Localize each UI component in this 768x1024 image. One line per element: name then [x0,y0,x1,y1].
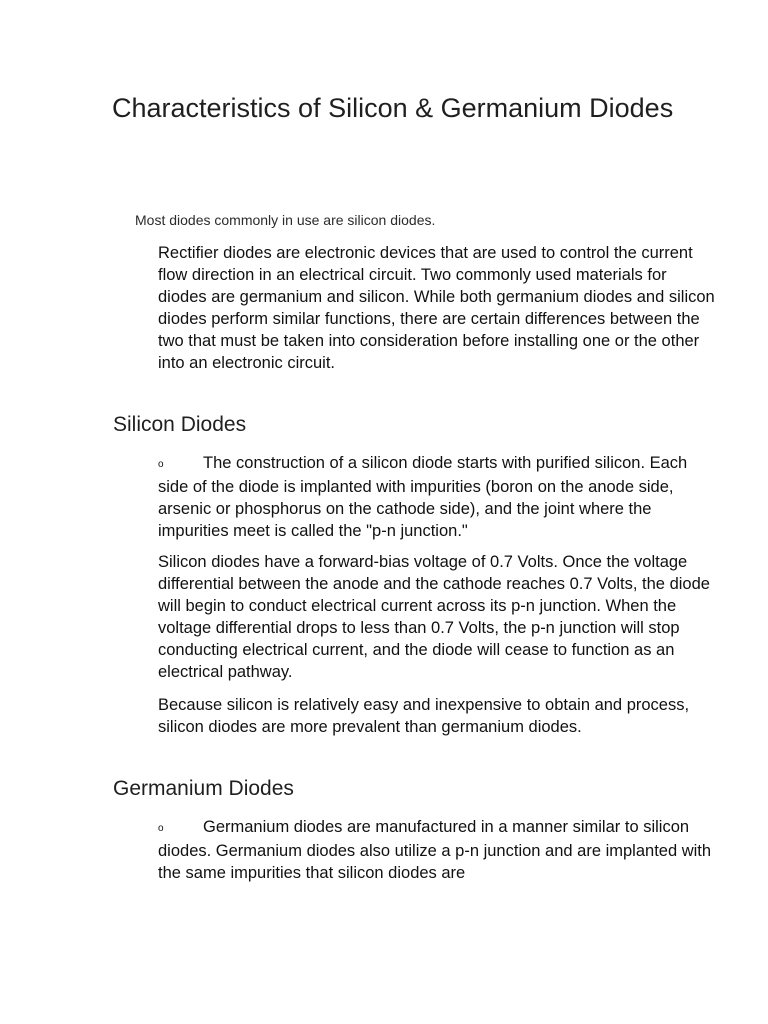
bullet-marker: o [158,459,164,470]
germanium-paragraph-1 [158,816,718,884]
page-title: Characteristics of Silicon & Germanium Diodes [112,93,674,123]
silicon-paragraph-2: Silicon diodes have a forward-bias voltage of 0.7 Volts. Once the voltage differential between the anode and the cathode reaches 0.7 Volts, the diode will begin to conduct electrical current across its p-n junction. When the voltage differential drops to less than 0.7 Volts, the p-n junction will stop conducting electrical current, and the diode will cease to function as an electrical pathway. [158,553,710,681]
intro-paragraph: Rectifier diodes are electronic devices that are used to control the current flow direction in an electrical circuit. Two commonly used materials for diodes are germanium and silicon. While both germanium diodes and silicon diodes perform similar functions, there are certain differences between the two that must be taken into consideration before installing one or the other into an electronic circuit. [158,244,715,372]
section-heading-silicon: Silicon Diodes [113,413,247,436]
silicon-paragraph-1-text: The construction of a silicon diode starts with purified silicon. Each side of the diode is implanted with impurities (boron on the anode side, arsenic or phosphorus on the cathode side), and the joint where the impurities meet is called the "p-n junction." [158,454,688,540]
section-heading-germanium: Germanium Diodes [113,777,294,800]
silicon-paragraph-1 [158,452,718,542]
germanium-paragraph-1-text: Germanium diodes are manufactured in a manner similar to silicon diodes. Germanium diodes also utilize a p-n junction and are implanted with the same impurities that silicon diodes are [158,818,712,882]
silicon-paragraph-3: Because silicon is relatively easy and inexpensive to obtain and process, silicon diodes are more prevalent than germanium diodes. [158,696,690,736]
bullet-marker: o [158,823,164,834]
lead-text: Most diodes commonly in use are silicon diodes. [135,212,436,228]
